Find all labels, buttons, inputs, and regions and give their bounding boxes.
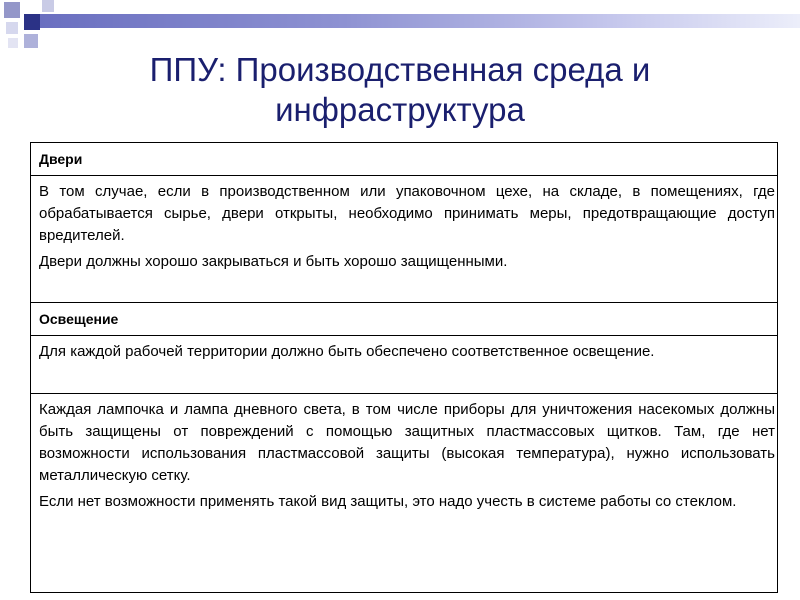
doors-header: Двери xyxy=(31,143,777,176)
lighting-header: Освещение xyxy=(31,303,777,336)
doors-paragraph-2: Двери должны хорошо закрываться и быть хорошо защищенными. xyxy=(39,253,508,270)
doors-text-cell xyxy=(31,176,777,303)
deco-square xyxy=(42,0,54,12)
lighting-paragraph-1: Для каждой рабочей территории должно быть обеспечено соответственное освещение. xyxy=(39,343,655,360)
content-table xyxy=(30,142,778,593)
title-line-2: инфраструктура xyxy=(275,91,525,128)
lamps-paragraph-2: Если нет возможности применять такой вид защиты, это надо учесть в системе работы со стеклом. xyxy=(39,493,737,510)
deco-square xyxy=(6,22,18,34)
deco-square xyxy=(8,38,18,48)
lamps-paragraph-1: Каждая лампочка и лампа дневного света, в том числе приборы для уничтожения насекомых должны быть защищены от повреждений с помощью защитных пластмассовых щитков. Там, где нет возможности использования пластмассовой защиты (высокая температура), нужно использовать металлическую сетку. xyxy=(39,401,775,484)
doors-paragraph-1: В том случае, если в производственном или упаковочном цехе, на складе, в помещениях, где обрабатывается сырье, двери открыты, необходимо принимать меры, предотвращающие доступ вредителей. xyxy=(39,183,775,244)
lighting-text-cell xyxy=(31,336,777,394)
deco-square xyxy=(24,14,40,30)
lamps-text-cell xyxy=(31,394,777,592)
title-line-1: ППУ: Производственная среда и xyxy=(149,51,651,88)
header-gradient-bar xyxy=(40,14,800,28)
deco-square xyxy=(4,2,20,18)
slide-title xyxy=(0,50,800,130)
deco-square xyxy=(24,34,38,48)
